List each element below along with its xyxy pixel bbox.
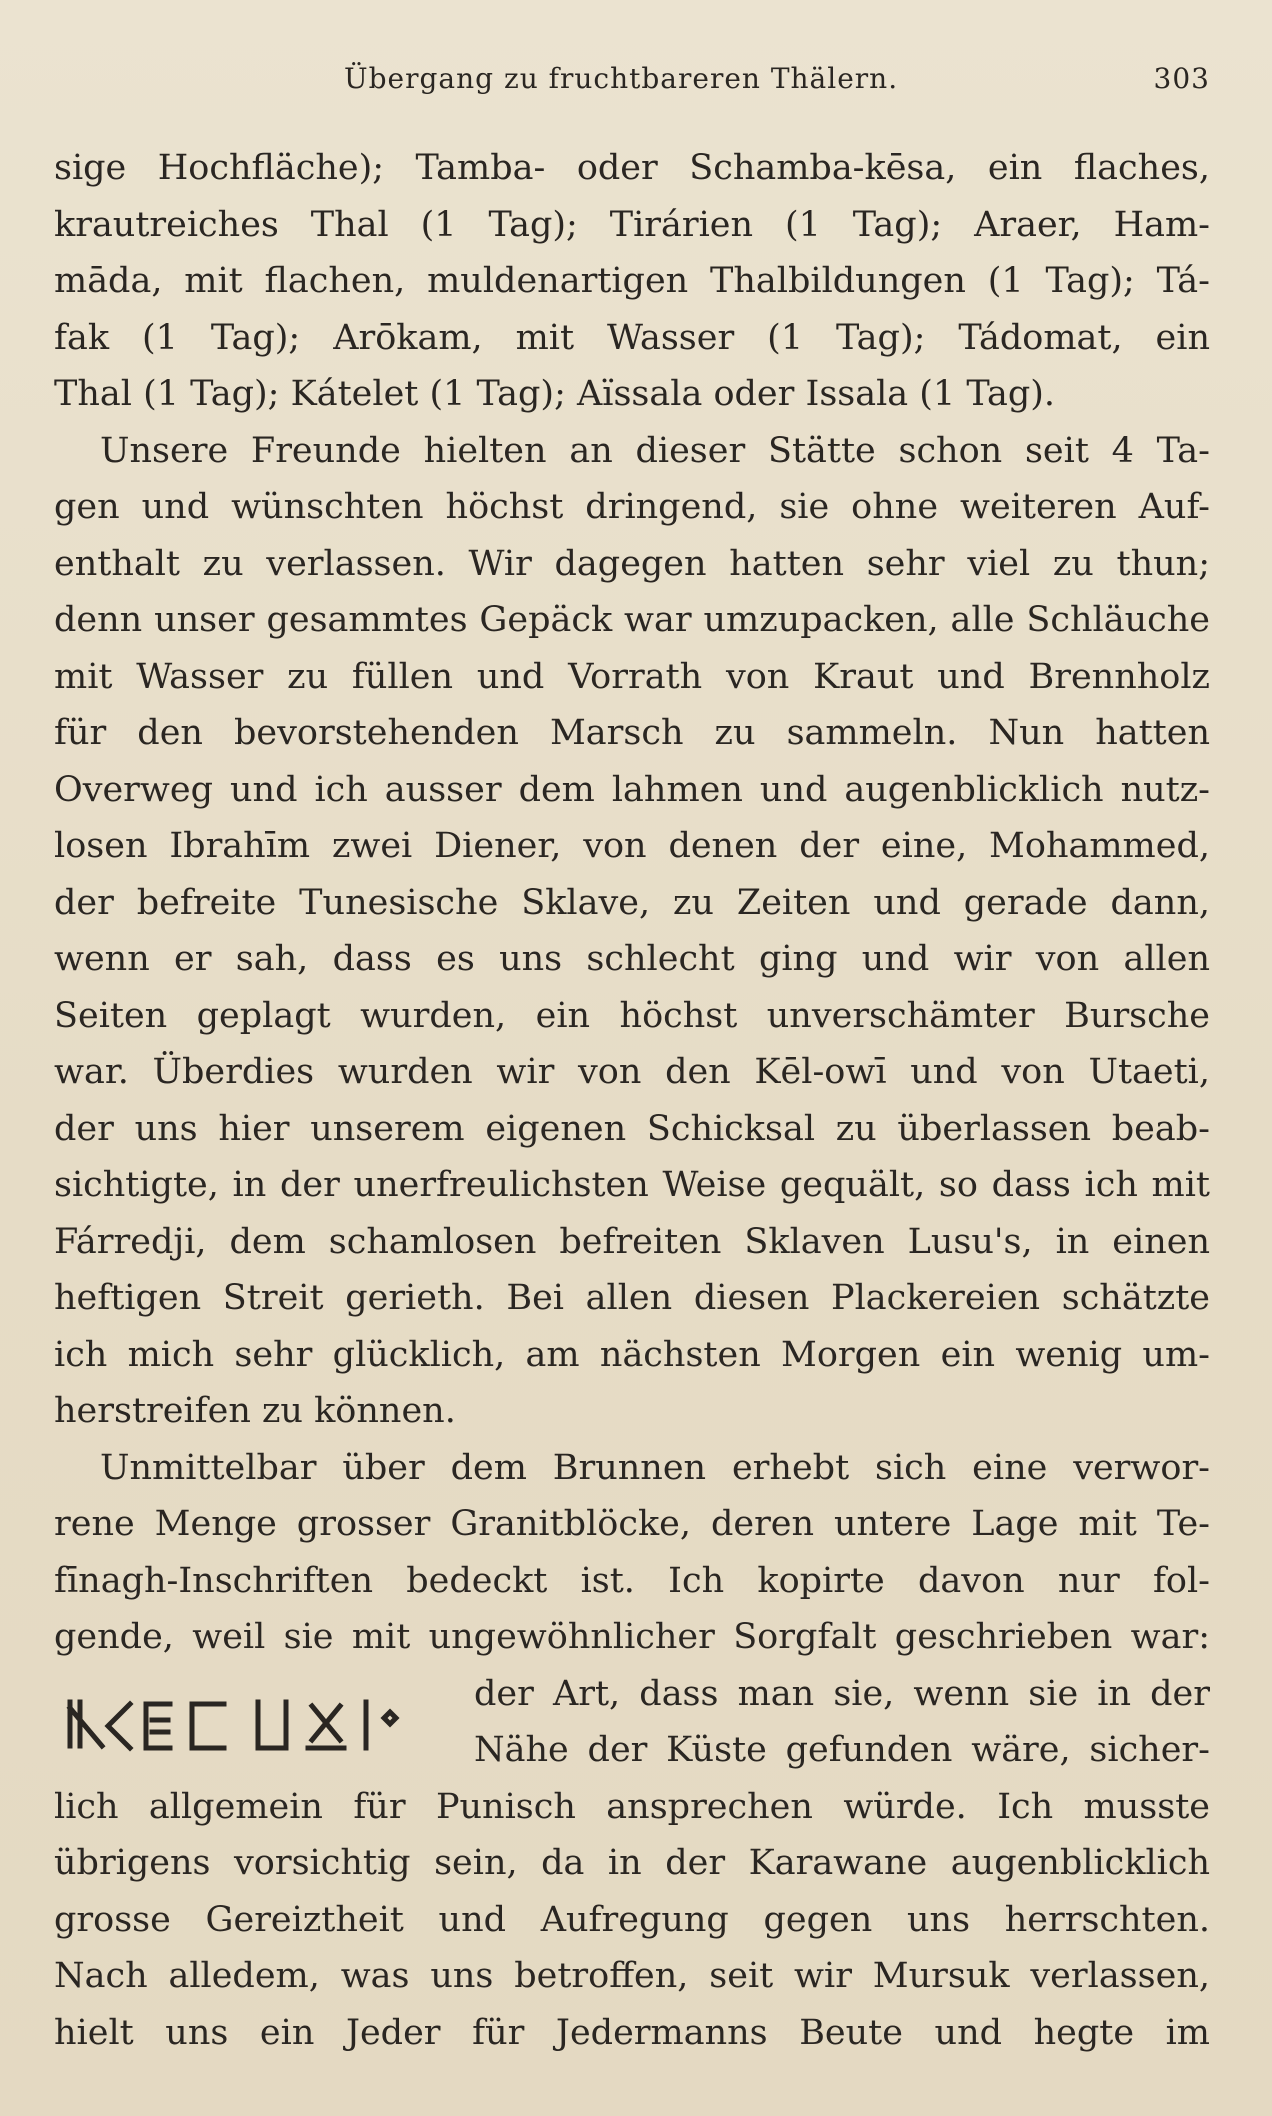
text-line: Overweg und ich ausser dem lahmen und augenblicklich nutz- [54,769,1210,810]
text-line: gende, weil sie mit ungewöhnlicher Sorgfalt geschrieben war: [54,1617,1210,1657]
text-line: Unsere Freunde hielten an dieser Stätte schon seit 4 Ta- [100,430,1210,471]
text-line: Nach alledem, was uns betroffen, seit wir Mursuk verlassen, [54,1956,1210,1996]
page-number: 303 [1153,62,1210,95]
running-title: Übergang zu fruchtbareren Thälern. [344,62,899,95]
text-line: lich allgemein für Punisch ansprechen würde. Ich musste [54,1786,1210,1827]
text-line: Fárredji, dem schamlosen befreiten Sklaven Lusu's, in einen [54,1221,1210,1262]
text-line: grosse Gereiztheit und Aufregung gegen uns herrschten. [54,1899,1210,1940]
text-line: der uns hier unserem eigenen Schicksal zu überlassen beab- [54,1108,1210,1149]
text-line: der Art, dass man sie, wenn sie in der [474,1673,1210,1714]
text-line: hielt uns ein Jeder für Jedermanns Beute und hegte im [54,2012,1210,2053]
text-line: war. Überdies wurden wir von den Kēl-owī und von Utaeti, [54,1052,1210,1092]
text-line: mit Wasser zu füllen und Vorrath von Kraut und Brennholz [54,656,1210,697]
text-line: denn unser gesammtes Gepäck war umzupacken, alle Schläuche [54,600,1210,640]
text-line: enthalt zu verlassen. Wir dagegen hatten sehr viel zu thun; [54,543,1210,584]
text-line: losen Ibrahīm zwei Diener, von denen der eine, Mohammed, [54,826,1210,866]
text-line: Unmittelbar über dem Brunnen erhebt sich eine verwor- [100,1447,1210,1488]
text-line: wenn er sah, dass es uns schlecht ging und wir von allen [54,939,1210,979]
text-line: sige Hochfläche); Tamba- oder Schamba-kēsa, ein flaches, [54,148,1210,188]
text-line: für den bevorstehenden Marsch zu sammeln. Nun hatten [54,713,1210,753]
text-line: krautreiches Thal (1 Tag); Tirárien (1 Tag); Araer, Ham- [54,204,1210,245]
text-line: fīnagh-Inschriften bedeckt ist. Ich kopirte davon nur fol- [54,1560,1210,1601]
text-line: Thal (1 Tag); Kátelet (1 Tag); Aïssala oder Issala (1 Tag). [54,374,1056,414]
inscription-figure-row [54,1666,1210,1779]
tifinagh-inscription-figure [64,1688,469,1770]
text-line: Seiten geplagt wurden, ein höchst unverschämter Bursche [54,995,1210,1036]
text-line: rene Menge grosser Granitblöcke, deren untere Lage mit Te- [54,1504,1210,1544]
text-line: der befreite Tunesische Sklave, zu Zeiten und gerade dann, [54,882,1210,923]
text-line: māda, mit flachen, muldenartigen Thalbildungen (1 Tag); Tá- [54,261,1210,301]
text-line: Nähe der Küste gefunden wäre, sicher- [474,1730,1210,1770]
text-line: sichtigte, in der unerfreulichsten Weise gequält, so dass ich mit [54,1165,1210,1205]
figure-side-text [474,1666,1210,1779]
running-header [54,62,1210,102]
text-line: heftigen Streit gerieth. Bei allen diesen Plackereien schätzte [54,1278,1210,1318]
text-line: ich mich sehr glücklich, am nächsten Morgen ein wenig um- [54,1334,1210,1375]
text-line: herstreifen zu können. [54,1391,456,1431]
text-line: fak (1 Tag); Arōkam, mit Wasser (1 Tag); Tádomat, ein [54,317,1210,358]
body-text [54,140,1210,2061]
text-line: gen und wünschten höchst dringend, sie ohne weiteren Auf- [54,487,1210,527]
text-line: übrigens vorsichtig sein, da in der Karawane augenblicklich [54,1843,1210,1883]
